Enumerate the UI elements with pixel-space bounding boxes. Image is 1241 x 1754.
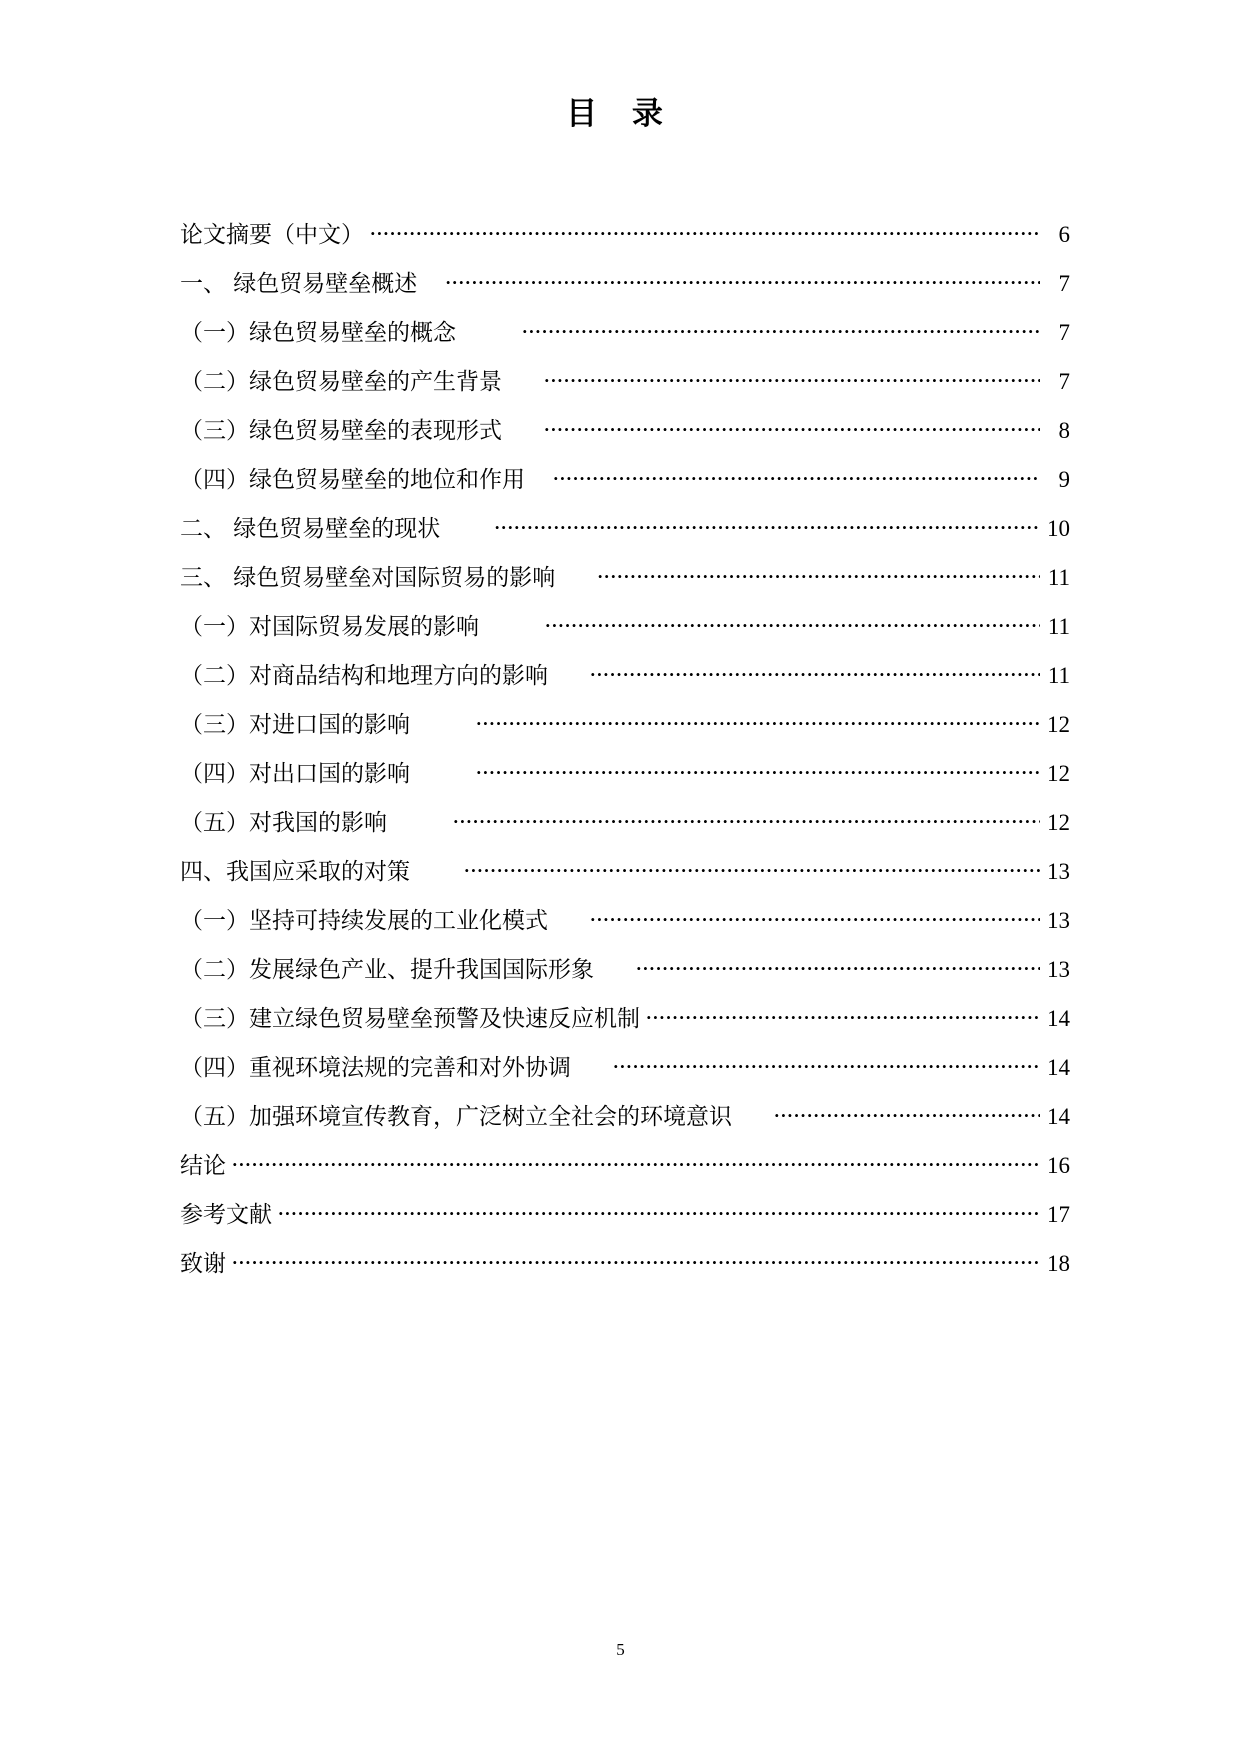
toc-entry[interactable]	[180, 806, 1070, 855]
toc-entry-label: （五）加强环境宣传教育，广泛树立全社会的环境意识	[180, 1104, 732, 1130]
toc-entry-label: （一）对国际贸易发展的影响	[180, 614, 479, 640]
toc-entry-label: 三、 绿色贸易壁垒对国际贸易的影响	[180, 565, 556, 591]
toc-entry[interactable]	[180, 267, 1070, 316]
toc-entry[interactable]	[180, 512, 1070, 561]
dot-leader	[453, 805, 1040, 839]
toc-entry-page: 12	[1047, 761, 1070, 786]
dot-leader	[476, 756, 1040, 790]
toc-entry-page: 13	[1047, 859, 1070, 884]
toc-entry[interactable]	[180, 659, 1070, 708]
toc-entry-label: （二）发展绿色产业、提升我国国际形象	[180, 957, 594, 983]
dot-leader	[553, 462, 1040, 496]
toc-entry[interactable]	[180, 1247, 1070, 1296]
dot-leader	[636, 952, 1040, 986]
toc-entry-page: 14	[1047, 1104, 1070, 1129]
toc-entry-label: 四、我国应采取的对策	[180, 859, 410, 885]
dot-leader	[494, 511, 1040, 545]
table-of-contents	[180, 218, 1070, 1296]
toc-entry[interactable]	[180, 1002, 1070, 1051]
toc-entry[interactable]	[180, 1149, 1070, 1198]
toc-entry[interactable]	[180, 610, 1070, 659]
toc-entry-label: （一）绿色贸易壁垒的概念	[180, 320, 456, 346]
toc-entry-label: （三）绿色贸易壁垒的表现形式	[180, 418, 502, 444]
dot-leader	[544, 364, 1040, 398]
toc-entry-label: （三）建立绿色贸易壁垒预警及快速反应机制	[180, 1006, 640, 1032]
page-title: 目 录	[566, 96, 675, 132]
toc-entry[interactable]	[180, 218, 1070, 267]
dot-leader	[464, 854, 1040, 888]
toc-entry-page: 18	[1047, 1251, 1070, 1276]
toc-entry-label: 一、 绿色贸易壁垒概述	[180, 271, 418, 297]
toc-entry[interactable]	[180, 1100, 1070, 1149]
dot-leader	[545, 609, 1040, 643]
toc-entry-page: 16	[1047, 1153, 1070, 1178]
toc-entry[interactable]	[180, 855, 1070, 904]
toc-entry-page: 8	[1058, 418, 1070, 443]
toc-entry-label: （二）对商品结构和地理方向的影响	[180, 663, 548, 689]
dot-leader	[613, 1050, 1040, 1084]
toc-entry-label: 结论	[180, 1153, 226, 1179]
toc-entry-page: 14	[1047, 1055, 1070, 1080]
toc-entry-label: （一）坚持可持续发展的工业化模式	[180, 908, 548, 934]
dot-leader	[476, 707, 1040, 741]
toc-entry-page: 7	[1058, 369, 1070, 394]
toc-entry-label: （四）重视环境法规的完善和对外协调	[180, 1055, 571, 1081]
toc-entry-page: 7	[1058, 320, 1070, 345]
toc-entry-page: 17	[1047, 1202, 1070, 1227]
toc-entry[interactable]	[180, 757, 1070, 806]
dot-leader	[597, 560, 1040, 594]
toc-entry-label: 致谢	[180, 1251, 226, 1277]
dot-leader	[445, 266, 1040, 300]
toc-entry-page: 13	[1047, 957, 1070, 982]
toc-entry-label: 参考文献	[180, 1202, 272, 1228]
dot-leader	[278, 1197, 1040, 1231]
dot-leader	[522, 315, 1040, 349]
toc-entry-page: 7	[1058, 271, 1070, 296]
toc-entry-label: （二）绿色贸易壁垒的产生背景	[180, 369, 502, 395]
page-number: 5	[616, 1640, 625, 1659]
toc-entry-page: 11	[1047, 663, 1070, 688]
dot-leader	[590, 903, 1040, 937]
toc-entry[interactable]	[180, 1051, 1070, 1100]
dot-leader	[646, 1001, 1040, 1035]
dot-leader	[774, 1099, 1040, 1133]
toc-entry-page: 12	[1047, 712, 1070, 737]
toc-entry-page: 14	[1047, 1006, 1070, 1031]
toc-entry-page: 13	[1047, 908, 1070, 933]
toc-entry-page: 10	[1047, 516, 1070, 541]
toc-entry[interactable]	[180, 561, 1070, 610]
toc-entry-label: （四）对出口国的影响	[180, 761, 410, 787]
toc-entry[interactable]	[180, 463, 1070, 512]
toc-entry-page: 11	[1047, 565, 1070, 590]
toc-entry-page: 12	[1047, 810, 1070, 835]
toc-entry-label: （五）对我国的影响	[180, 810, 387, 836]
dot-leader	[590, 658, 1040, 692]
dot-leader	[370, 217, 1040, 251]
toc-entry[interactable]	[180, 316, 1070, 365]
dot-leader	[232, 1148, 1040, 1182]
toc-entry[interactable]	[180, 904, 1070, 953]
toc-entry-page: 11	[1047, 614, 1070, 639]
toc-entry[interactable]	[180, 953, 1070, 1002]
toc-entry-label: （四）绿色贸易壁垒的地位和作用	[180, 467, 525, 493]
toc-entry-page: 9	[1058, 467, 1070, 492]
toc-entry-label: 二、 绿色贸易壁垒的现状	[180, 516, 441, 542]
toc-entry-page: 6	[1058, 222, 1070, 247]
toc-entry-label: 论文摘要（中文）	[180, 222, 364, 248]
toc-entry[interactable]	[180, 414, 1070, 463]
toc-entry[interactable]	[180, 708, 1070, 757]
toc-entry-label: （三）对进口国的影响	[180, 712, 410, 738]
dot-leader	[544, 413, 1040, 447]
dot-leader	[232, 1246, 1040, 1280]
toc-entry[interactable]	[180, 365, 1070, 414]
toc-entry[interactable]	[180, 1198, 1070, 1247]
